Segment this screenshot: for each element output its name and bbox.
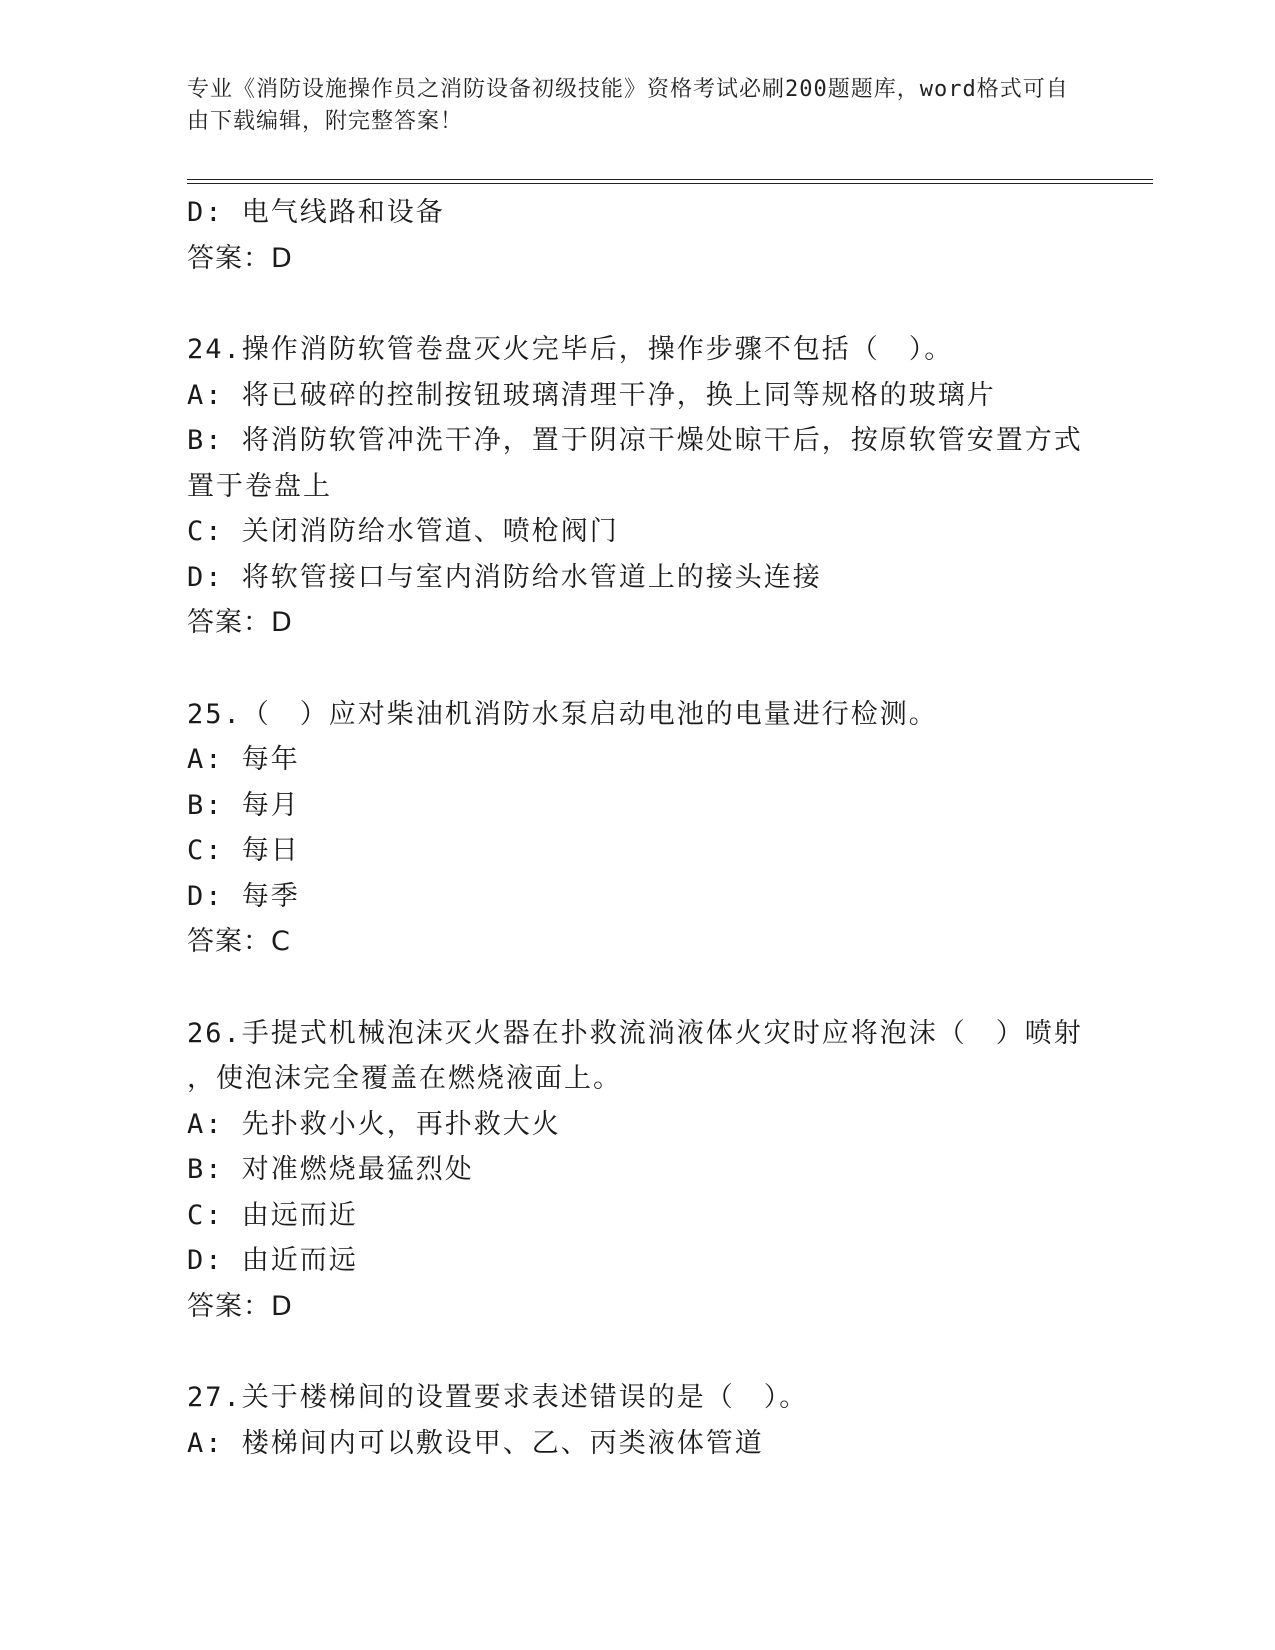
q25-option-d: D: 每季 xyxy=(187,880,300,912)
question-23-block xyxy=(187,190,1087,281)
header-divider-bottom xyxy=(187,183,1153,184)
q26-option-c: C: 由远而近 xyxy=(187,1199,358,1231)
spacer xyxy=(187,281,1087,327)
spacer xyxy=(187,965,1087,1011)
spacer xyxy=(187,1329,1087,1375)
q26-answer: 答案：D xyxy=(187,1290,293,1322)
q26-question: 26.手提式机械泡沫灭火器在扑救流淌液体火灾时应将泡沫（ ）喷射 xyxy=(187,1017,1083,1049)
q25-option-a: A: 每年 xyxy=(187,744,300,775)
question-26-block xyxy=(187,1011,1087,1330)
question-25-block xyxy=(187,692,1087,965)
q24-option-c: C: 关闭消防给水管道、喷枪阀门 xyxy=(187,516,619,547)
question-list xyxy=(187,190,1087,1466)
q24-option-a: A: 将已破碎的控制按钮玻璃清理干净，换上同等规格的玻璃片 xyxy=(187,379,996,411)
q23-answer: 答案：D xyxy=(187,242,293,274)
q25-answer: 答案：C xyxy=(187,926,291,957)
q25-option-b: B: 每月 xyxy=(187,789,300,821)
spacer xyxy=(187,646,1087,692)
q27-option-a: A: 楼梯间内可以敷设甲、乙、丙类液体管道 xyxy=(187,1427,764,1459)
q24-option-b-continued: 置于卷盘上 xyxy=(187,470,332,502)
q23-option-d: D: 电气线路和设备 xyxy=(187,197,445,228)
question-24-block xyxy=(187,327,1087,646)
document-header: 专业《消防设施操作员之消防设备初级技能》资格考试必刷200题题库，word格式可自由下载编辑，附完整答案！ xyxy=(187,77,1069,134)
q26-option-b: B: 对准燃烧最猛烈处 xyxy=(187,1154,474,1185)
q24-question: 24.操作消防软管卷盘灭火完毕后，操作步骤不包括（ ）。 xyxy=(187,334,954,365)
question-27-block xyxy=(187,1375,1087,1466)
q26-option-a: A: 先扑救小火，再扑救大火 xyxy=(187,1108,561,1140)
q26-option-d: D: 由近而远 xyxy=(187,1245,358,1276)
q26-question-continued: ，使泡沫完全覆盖在燃烧液面上。 xyxy=(187,1063,622,1094)
q25-question: 25.（ ）应对柴油机消防水泵启动电池的电量进行检测。 xyxy=(187,698,938,730)
q24-option-b: B: 将消防软管冲洗干净，置于阴凉干燥处晾干后，按原软管安置方式 xyxy=(187,425,1083,456)
q25-option-c: C: 每日 xyxy=(187,835,300,866)
q24-answer: 答案：D xyxy=(187,607,293,638)
header-divider-top xyxy=(187,179,1153,180)
q27-question: 27.关于楼梯间的设置要求表述错误的是（ ）。 xyxy=(187,1382,809,1413)
q24-option-d: D: 将软管接口与室内消防给水管道上的接头连接 xyxy=(187,561,822,593)
